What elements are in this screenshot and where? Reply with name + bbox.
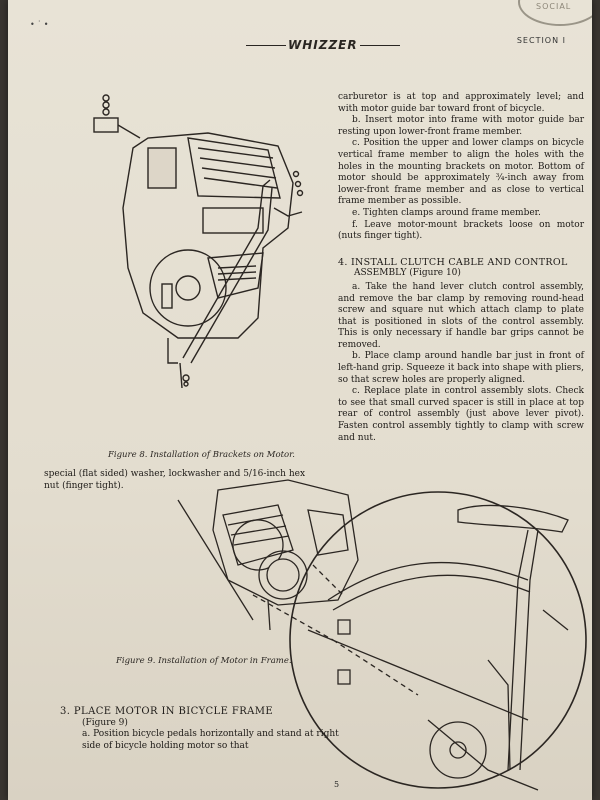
section-4-step-c: c. Replace plate in control assembly slots. Check to see that small curved spacer is still in place at top rear of control assembly (just above lever pivot). Fasten control assembly tightly to clamp with screw and nut. [338,386,584,443]
figure-9-caption: Figure 9. Installation of Motor in Frame. [116,656,292,666]
section-label: SECTION I [516,36,566,45]
right-column [338,92,584,444]
step-f: f. Leave motor-mount brackets loose on motor (nuts finger tight). [338,219,584,242]
section-4-step-b: b. Place clamp around handle bar just in front of left-hand grip. Squeeze it back into shape with pliers, so that screw holes are properly aligned. [338,351,584,385]
section-3-heading: 3. PLACE MOTOR IN BICYCLE FRAME [60,706,274,717]
step-c: c. Position the upper and lower clamps on bicycle vertical frame member to align the holes with the holes in the mounting brackets on motor. Bottom of motor should be approximately ¾-inch away from lower-front frame member and as close to vertical frame member as possible. [338,138,584,207]
figure-8-caption: Figure 8. Installation of Brackets on Motor. [108,450,295,460]
page-marks: • ˙ • [30,20,49,29]
section-3-subheading: (Figure 9) [82,717,128,728]
step-e: e. Tighten clamps around frame member. [352,207,541,218]
left-column-text: special (flat sided) washer, lockwasher and 5/16-inch hex nut (finger tight). [44,469,306,491]
manual-page [8,0,592,800]
section-3-text: a. Position bicycle pedals horizontally and stand at right side of bicycle holding motor so that [82,729,339,751]
section-3 [60,706,350,752]
figure-8-illustration [88,88,328,388]
section-4-step-a: a. Take the hand lever clutch control assembly, and remove the bar clamp by removing round-head screw and square nut which attach clamp to plate that is positioned in slots of the control assembly. This is only necessary if handle bar grips cannot be removed. [338,281,584,350]
brand-logo: WHIZZER [288,38,358,52]
section-4-heading: 4. INSTALL CLUTCH CABLE AND CONTROL [338,256,568,268]
page-number: 5 [334,780,340,789]
section-4-subheading: ASSEMBLY (Figure 10) [354,268,461,279]
step-b: b. Insert motor into frame with motor guide bar resting upon lower-front frame member. [338,115,584,137]
paragraph-intro: carburetor is at top and approximately level; and with motor guide bar toward front of bicycle. [338,92,584,114]
library-stamp: SOCIAL [518,0,592,26]
